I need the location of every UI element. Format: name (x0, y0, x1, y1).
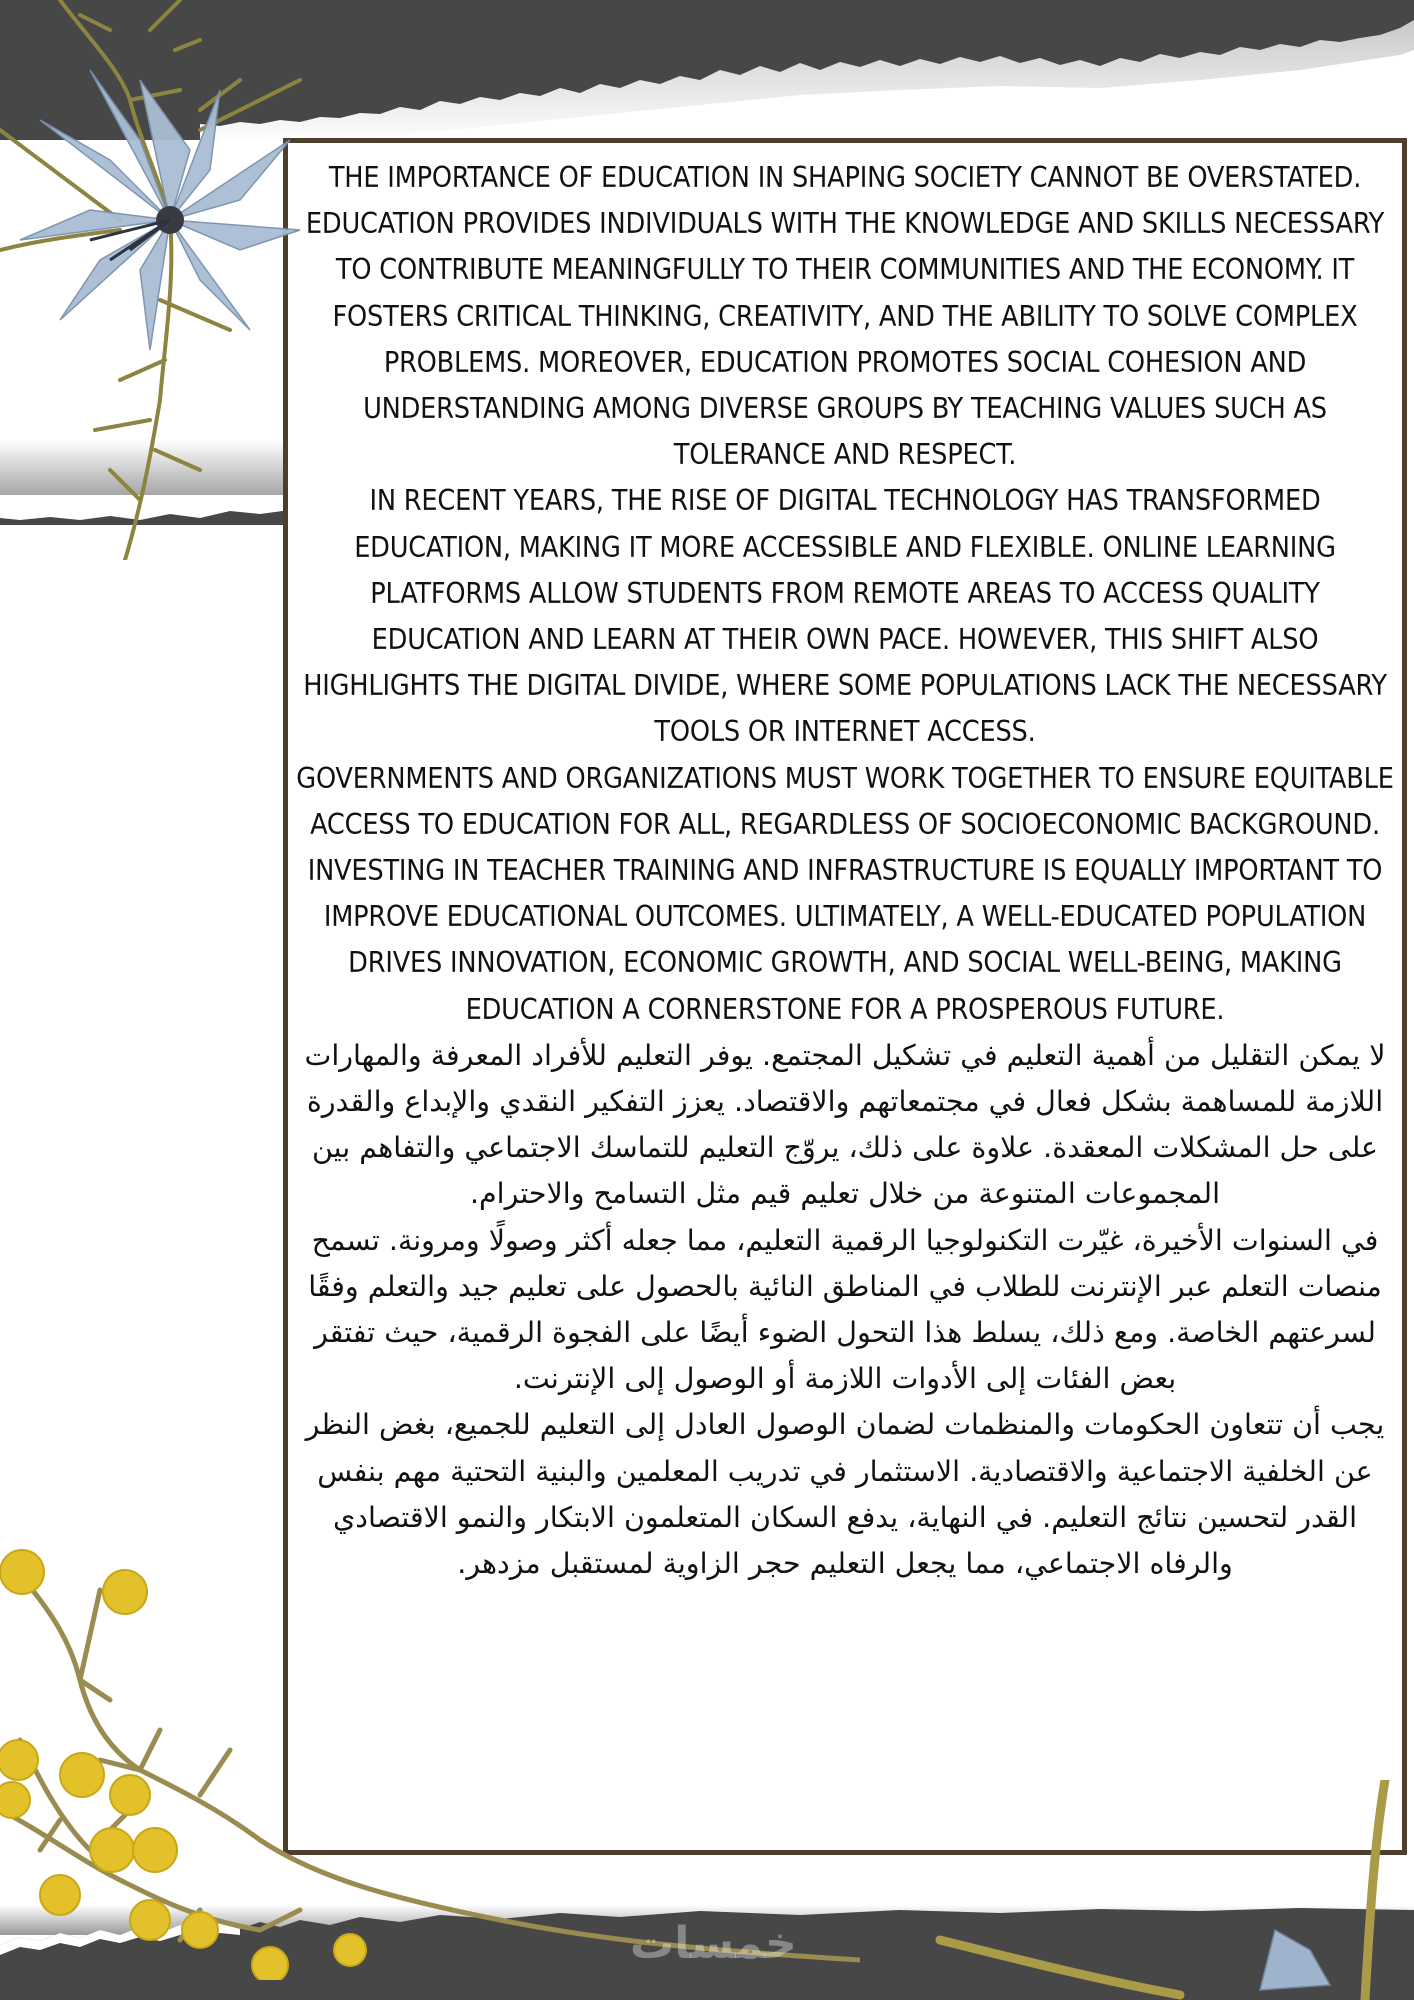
torn-paper-left-strip (0, 440, 290, 530)
english-paragraph-3: GOVERNMENTS AND ORGANIZATIONS MUST WORK TOGETHER TO ENSURE EQUITABLE ACCESS TO EDUCATION FOR ALL, REGARDLESS OF SOCIOECONOMIC BACKGROUND. INVESTING IN TEACHER TRAINING AND INFRASTRUCTURE IS EQUALLY IMPORTANT TO IMPROVE EDUCATIONAL OUTCOMES. ULTIMATELY, A WELL-EDUCATED POPULATION DRIVES INNOVATION, ECONOMIC GROWTH, AND SOCIAL WELL-BEING, MAKING EDUCATION A CORNERSTONE FOR A PROSPEROUS FUTURE. (296, 761, 1394, 1026)
arabic-paragraph-3: يجب أن تتعاون الحكومات والمنظمات لضمان الوصول العادل إلى التعليم للجميع، بغض النظر عن الخلفية الاجتماعية والاقتصادية. الاستثمار في تدريب المعلمين والبنية التحتية مهم بنفس القدر لتحسين نتائج التعليم. في النهاية، يدفع السكان المتعلمون الابتكار والنمو الاقتصادي والرفاه الاجتماعي، مما يجعل التعليم حجر الزاوية لمستقبل مزدهر. (305, 1408, 1385, 1581)
arabic-paragraph-1: لا يمكن التقليل من أهمية التعليم في تشكيل المجتمع. يوفر التعليم للأفراد المعرفة والمهارات اللازمة للمساهمة بشكل فعال في مجتمعاتهم والاقتصاد. يعزز التفكير النقدي والإبداع والقدرة على حل المشكلات المعقدة. علاوة على ذلك، يروّج التعليم للتماسك الاجتماعي والتفاهم بين المجموعات المتنوعة من خلال تعليم قيم مثل التسامح والاحترام. (304, 1038, 1386, 1211)
english-paragraph-1: THE IMPORTANCE OF EDUCATION IN SHAPING SOCIETY CANNOT BE OVERSTATED. EDUCATION PROVIDES INDIVIDUALS WITH THE KNOWLEDGE AND SKILLS NECESSARY TO CONTRIBUTE MEANINGFULLY TO THEIR COMMUNITIES AND THE ECONOMY. IT FOSTERS CRITICAL THINKING, CREATIVITY, AND THE ABILITY TO SOLVE COMPLEX PROBLEMS. MOREOVER, EDUCATION PROMOTES SOCIAL COHESION AND UNDERSTANDING AMONG DIVERSE GROUPS BY TEACHING VALUES SUCH AS TOLERANCE AND RESPECT. (305, 161, 1385, 472)
document-frame (283, 138, 1407, 1855)
english-paragraph-2: IN RECENT YEARS, THE RISE OF DIGITAL TECHNOLOGY HAS TRANSFORMED EDUCATION, MAKING IT MORE ACCESSIBLE AND FLEXIBLE. ONLINE LEARNING PLATFORMS ALLOW STUDENTS FROM REMOTE AREAS TO ACCESS QUALITY EDUCATION AND LEARN AT THEIR OWN PACE. HOWEVER, THIS SHIFT ALSO HIGHLIGHTS THE DIGITAL DIVIDE, WHERE SOME POPULATIONS LACK THE NECESSARY TOOLS OR INTERNET ACCESS. (303, 484, 1387, 749)
document-content (288, 155, 1402, 1587)
arabic-paragraph-2: في السنوات الأخيرة، غيّرت التكنولوجيا الرقمية التعليم، مما جعله أكثر وصولًا ومرونة. تسمح منصات التعلم عبر الإنترنت للطلاب في المناطق النائية بالحصول على تعليم جيد والتعلم وفقًا لسرعتهم الخاصة. ومع ذلك، يسلط هذا التحول الضوء أيضًا على الفجوة الرقمية، حيث تفتقر بعض الفئات إلى الأدوات اللازمة أو الوصول إلى الإنترنت. (308, 1223, 1382, 1396)
watermark: خمسات (630, 1918, 797, 1969)
